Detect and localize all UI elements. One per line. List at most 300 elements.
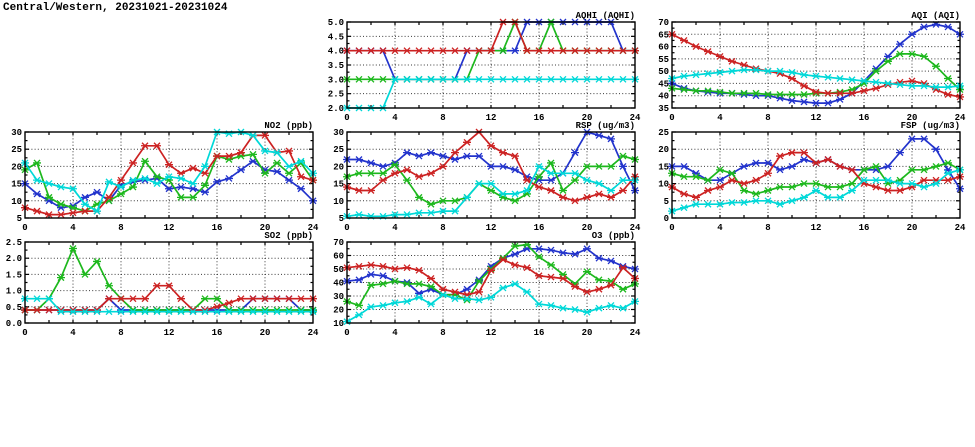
chart-fsp <box>646 118 970 235</box>
data-point-marker <box>511 262 519 268</box>
x-tick-label: 12 <box>163 328 175 338</box>
data-point-marker <box>117 177 125 183</box>
data-point-marker <box>752 160 760 166</box>
data-point-marker <box>511 251 519 257</box>
data-point-marker <box>776 153 784 159</box>
data-point-marker <box>499 191 507 197</box>
data-point-marker <box>800 194 808 200</box>
data-point-marker <box>57 212 65 218</box>
chart-title-so2: SO2 (ppb) <box>264 231 313 241</box>
gridlines <box>347 22 635 108</box>
data-point-marker <box>836 194 844 200</box>
data-point-marker <box>403 298 411 304</box>
data-point-marker <box>201 296 209 302</box>
data-point-marker <box>535 174 543 180</box>
series-line-cyan <box>672 70 960 87</box>
data-point-marker <box>800 157 808 163</box>
data-point-marker <box>740 163 748 169</box>
data-point-marker <box>607 282 615 288</box>
data-point-marker <box>728 177 736 183</box>
data-point-marker <box>848 77 856 83</box>
x-tick-label: 4 <box>717 113 723 123</box>
data-point-marker <box>559 194 567 200</box>
data-point-marker <box>595 76 603 82</box>
x-tick-label: 16 <box>533 113 545 123</box>
x-tick-label: 0 <box>344 113 350 123</box>
data-point-marker <box>367 187 375 193</box>
y-tick-label: 40 <box>333 278 344 289</box>
data-point-marker <box>415 267 423 273</box>
x-tick-label: 0 <box>669 113 675 123</box>
data-point-marker <box>475 76 483 82</box>
y-tick-label: 20 <box>333 162 344 173</box>
x-tick-label: 20 <box>259 328 271 338</box>
data-point-marker <box>607 48 615 54</box>
x-tick-label: 12 <box>810 223 822 233</box>
y-tick-label: 15 <box>11 179 22 190</box>
y-tick-label: 70 <box>333 238 344 248</box>
data-point-marker <box>764 187 772 193</box>
data-point-marker <box>896 51 904 57</box>
chart-aqhi-plot <box>321 8 645 125</box>
data-point-marker <box>415 294 423 300</box>
data-point-marker <box>607 302 615 308</box>
data-point-marker <box>285 163 293 169</box>
data-point-marker <box>692 201 700 207</box>
x-tick-label: 4 <box>717 223 723 233</box>
data-point-marker <box>920 24 928 30</box>
y-tick-label: 0.5 <box>5 302 22 313</box>
y-tick-label: 5 <box>16 214 22 224</box>
data-point-marker <box>788 91 796 97</box>
data-point-marker <box>788 98 796 104</box>
data-point-marker <box>728 68 736 74</box>
x-tick-label: 4 <box>70 223 76 233</box>
x-tick-label: 16 <box>211 223 223 233</box>
data-point-marker <box>547 247 555 253</box>
data-point-marker <box>932 163 940 169</box>
data-point-marker <box>944 24 952 30</box>
y-tick-label: 0.0 <box>5 319 22 329</box>
data-point-marker <box>523 76 531 82</box>
y-tick-label: 2.0 <box>5 254 22 265</box>
data-point-marker <box>619 153 627 159</box>
data-point-marker <box>379 281 387 287</box>
data-point-marker <box>571 307 579 313</box>
y-tick-label: 2.0 <box>327 104 344 114</box>
data-point-marker <box>511 167 519 173</box>
data-point-marker <box>285 177 293 183</box>
data-point-marker <box>355 312 363 318</box>
data-point-marker <box>225 300 233 306</box>
x-tick-label: 16 <box>858 223 870 233</box>
x-tick-label: 20 <box>581 223 593 233</box>
x-tick-label: 8 <box>118 328 124 338</box>
x-tick-label: 24 <box>307 223 319 233</box>
data-point-marker <box>297 296 305 302</box>
data-point-marker <box>944 76 952 82</box>
data-point-marker <box>499 76 507 82</box>
data-point-marker <box>595 191 603 197</box>
data-point-marker <box>595 132 603 138</box>
data-point-marker <box>547 187 555 193</box>
x-tick-label: 8 <box>440 113 446 123</box>
data-point-marker <box>285 148 293 154</box>
x-tick-label: 4 <box>392 113 398 123</box>
data-point-marker <box>559 305 567 311</box>
data-point-marker <box>177 184 185 190</box>
data-point-marker <box>189 165 197 171</box>
y-tick-label: 45 <box>658 79 669 90</box>
data-point-marker <box>595 286 603 292</box>
x-tick-label: 8 <box>765 223 771 233</box>
data-point-marker <box>273 169 281 175</box>
data-point-marker <box>499 150 507 156</box>
data-point-marker <box>379 163 387 169</box>
chart-aqi-plot <box>646 8 970 125</box>
data-point-marker <box>273 160 281 166</box>
y-tick-label: 20 <box>333 305 344 316</box>
data-point-marker <box>81 201 89 207</box>
data-point-marker <box>607 163 615 169</box>
data-point-marker <box>547 48 555 54</box>
data-point-marker <box>379 273 387 279</box>
data-point-marker <box>920 136 928 142</box>
data-point-marker <box>595 181 603 187</box>
y-tick-label: 10 <box>658 179 669 190</box>
y-tick-label: 5.0 <box>327 18 344 28</box>
chart-title-rsp: RSP (ug/m3) <box>575 121 635 131</box>
data-point-marker <box>776 91 784 97</box>
data-point-marker <box>273 296 281 302</box>
data-point-marker <box>752 177 760 183</box>
data-point-marker <box>680 191 688 197</box>
data-point-marker <box>944 84 952 90</box>
data-point-marker <box>680 73 688 79</box>
chart-o3-plot <box>321 228 645 340</box>
data-point-marker <box>800 99 808 105</box>
data-point-marker <box>129 160 137 166</box>
data-point-marker <box>692 44 700 50</box>
data-point-marker <box>379 263 387 269</box>
y-tick-label: 3.0 <box>327 75 344 86</box>
x-tick-label: 24 <box>629 113 641 123</box>
x-tick-label: 0 <box>22 223 28 233</box>
data-point-marker <box>680 174 688 180</box>
data-point-marker <box>499 194 507 200</box>
x-tick-label: 20 <box>906 223 918 233</box>
data-point-marker <box>415 153 423 159</box>
data-point-marker <box>860 177 868 183</box>
data-point-marker <box>499 285 507 291</box>
x-tick-label: 24 <box>307 328 319 338</box>
data-point-marker <box>403 177 411 183</box>
data-point-marker <box>740 67 748 73</box>
data-point-marker <box>788 76 796 82</box>
data-point-marker <box>824 100 832 106</box>
data-point-marker <box>920 53 928 59</box>
chart-no2 <box>0 118 323 235</box>
x-tick-label: 0 <box>344 223 350 233</box>
data-point-marker <box>728 200 736 206</box>
data-point-marker <box>415 210 423 216</box>
chart-title-aqi: AQI (AQI) <box>911 11 960 21</box>
data-point-marker <box>153 181 161 187</box>
data-point-marker <box>619 177 627 183</box>
x-tick-label: 20 <box>581 328 593 338</box>
data-point-marker <box>367 304 375 310</box>
series-green <box>21 151 317 214</box>
data-point-marker <box>427 301 435 307</box>
x-tick-label: 16 <box>211 328 223 338</box>
data-point-marker <box>355 157 363 163</box>
data-point-marker <box>704 48 712 54</box>
data-point-marker <box>367 48 375 54</box>
data-point-marker <box>571 150 579 156</box>
data-point-marker <box>487 143 495 149</box>
chart-fsp-plot <box>646 118 970 235</box>
data-point-marker <box>427 275 435 281</box>
data-point-marker <box>511 153 519 159</box>
data-point-marker <box>523 289 531 295</box>
data-point-marker <box>523 177 531 183</box>
data-point-marker <box>740 181 748 187</box>
y-tick-label: 25 <box>333 145 344 156</box>
data-point-marker <box>463 286 471 292</box>
data-point-marker <box>511 191 519 197</box>
data-point-marker <box>788 184 796 190</box>
y-tick-label: 1.5 <box>5 270 22 281</box>
data-point-marker <box>475 153 483 159</box>
data-point-marker <box>571 76 579 82</box>
data-point-marker <box>680 163 688 169</box>
chart-aqhi <box>321 8 645 125</box>
data-point-marker <box>487 294 495 300</box>
data-point-marker <box>511 198 519 204</box>
data-point-marker <box>249 296 257 302</box>
data-point-marker <box>800 91 808 97</box>
chart-title-fsp: FSP (ug/m3) <box>900 121 960 131</box>
data-point-marker <box>559 170 567 176</box>
y-tick-label: 65 <box>658 30 669 41</box>
x-tick-label: 0 <box>344 328 350 338</box>
data-point-marker <box>752 198 760 204</box>
data-point-marker <box>237 150 245 156</box>
x-tick-label: 0 <box>669 223 675 233</box>
data-point-marker <box>141 296 149 302</box>
y-tick-label: 70 <box>658 18 669 28</box>
x-tick-label: 8 <box>118 223 124 233</box>
data-point-marker <box>285 296 293 302</box>
data-point-marker <box>355 212 363 218</box>
data-point-marker <box>499 163 507 169</box>
data-point-marker <box>944 177 952 183</box>
data-point-marker <box>920 177 928 183</box>
data-point-marker <box>451 198 459 204</box>
data-point-marker <box>33 177 41 183</box>
y-tick-label: 4.0 <box>327 46 344 57</box>
data-point-marker <box>189 194 197 200</box>
data-point-marker <box>177 194 185 200</box>
x-tick-label: 12 <box>163 223 175 233</box>
data-point-marker <box>872 177 880 183</box>
data-point-marker <box>583 177 591 183</box>
data-point-marker <box>884 58 892 64</box>
chart-no2-plot <box>0 118 323 235</box>
data-point-marker <box>932 181 940 187</box>
data-point-marker <box>355 263 363 269</box>
y-tick-label: 15 <box>333 179 344 190</box>
data-point-marker <box>716 177 724 183</box>
data-point-marker <box>896 187 904 193</box>
y-tick-label: 15 <box>658 162 669 173</box>
data-point-marker <box>33 296 41 302</box>
y-tick-label: 5 <box>338 214 344 224</box>
data-point-marker <box>475 289 483 295</box>
data-point-marker <box>716 184 724 190</box>
data-point-marker <box>45 296 53 302</box>
data-point-marker <box>740 187 748 193</box>
data-point-marker <box>692 174 700 180</box>
data-point-marker <box>607 187 615 193</box>
data-point-marker <box>559 275 567 281</box>
data-point-marker <box>367 76 375 82</box>
data-point-marker <box>896 150 904 156</box>
y-tick-label: 20 <box>658 145 669 156</box>
data-point-marker <box>692 72 700 78</box>
data-point-marker <box>692 194 700 200</box>
data-point-marker <box>812 187 820 193</box>
data-point-marker <box>535 184 543 190</box>
data-point-marker <box>225 157 233 163</box>
data-point-marker <box>619 305 627 311</box>
data-point-marker <box>403 150 411 156</box>
data-point-marker <box>177 296 185 302</box>
y-tick-label: 4.5 <box>327 32 344 43</box>
x-tick-label: 4 <box>70 328 76 338</box>
data-point-marker <box>451 296 459 302</box>
chart-aqi <box>646 8 970 125</box>
data-point-marker <box>153 283 161 289</box>
x-tick-label: 24 <box>954 223 966 233</box>
y-tick-label: 5 <box>663 196 669 207</box>
data-point-marker <box>896 181 904 187</box>
data-point-marker <box>619 286 627 292</box>
data-point-marker <box>836 184 844 190</box>
chart-rsp <box>321 118 645 235</box>
y-tick-label: 1.0 <box>5 286 22 297</box>
data-point-marker <box>824 157 832 163</box>
data-point-marker <box>559 76 567 82</box>
y-tick-label: 30 <box>333 128 344 138</box>
y-tick-label: 10 <box>11 196 22 207</box>
data-point-marker <box>547 274 555 280</box>
data-point-marker <box>297 174 305 180</box>
data-point-marker <box>367 170 375 176</box>
data-point-marker <box>920 167 928 173</box>
data-point-marker <box>153 143 161 149</box>
data-point-marker <box>535 246 543 252</box>
data-point-marker <box>93 189 101 195</box>
data-point-marker <box>379 177 387 183</box>
data-point-marker <box>379 76 387 82</box>
data-point-marker <box>740 200 748 206</box>
chart-so2 <box>0 228 323 340</box>
data-point-marker <box>607 258 615 264</box>
data-point-marker <box>547 302 555 308</box>
y-tick-label: 10 <box>333 319 344 329</box>
data-point-marker <box>607 194 615 200</box>
y-tick-label: 3.5 <box>327 61 344 71</box>
x-tick-label: 20 <box>259 223 271 233</box>
data-point-marker <box>463 194 471 200</box>
data-point-marker <box>297 186 305 192</box>
data-point-marker <box>225 153 233 159</box>
data-point-marker <box>788 163 796 169</box>
data-point-marker <box>908 136 916 142</box>
data-point-marker <box>595 277 603 283</box>
data-point-marker <box>403 265 411 271</box>
data-point-marker <box>776 167 784 173</box>
data-point-marker <box>812 181 820 187</box>
data-point-marker <box>427 76 435 82</box>
data-point-marker <box>619 187 627 193</box>
data-point-marker <box>523 265 531 271</box>
data-point-marker <box>237 167 245 173</box>
data-point-marker <box>583 246 591 252</box>
data-point-marker <box>944 91 952 97</box>
chart-title-no2: NO2 (ppb) <box>264 121 313 131</box>
data-point-marker <box>189 181 197 187</box>
data-point-marker <box>872 79 880 85</box>
data-point-marker <box>848 167 856 173</box>
data-point-marker <box>415 194 423 200</box>
data-point-marker <box>704 187 712 193</box>
gridlines <box>25 132 313 218</box>
data-point-marker <box>704 201 712 207</box>
data-point-marker <box>944 160 952 166</box>
data-point-marker <box>704 177 712 183</box>
x-tick-label: 8 <box>765 113 771 123</box>
y-tick-label: 25 <box>11 145 22 156</box>
data-point-marker <box>415 174 423 180</box>
data-point-marker <box>201 189 209 195</box>
data-point-marker <box>33 208 41 214</box>
x-tick-label: 12 <box>485 113 497 123</box>
data-point-marker <box>571 48 579 54</box>
x-tick-label: 4 <box>392 223 398 233</box>
data-point-marker <box>776 201 784 207</box>
gridlines <box>672 22 960 108</box>
page-title: Central/Western, 20231021-20231024 <box>3 2 228 14</box>
data-point-marker <box>451 157 459 163</box>
data-point-marker <box>403 212 411 218</box>
x-tick-label: 12 <box>810 113 822 123</box>
chart-so2-plot <box>0 228 323 340</box>
chart-rsp-plot <box>321 118 645 235</box>
y-tick-label: 60 <box>658 42 669 53</box>
data-point-marker <box>824 74 832 80</box>
data-point-marker <box>728 58 736 64</box>
x-tick-label: 16 <box>533 223 545 233</box>
chart-title-aqhi: AQHI (AQHI) <box>575 11 635 21</box>
data-point-marker <box>81 208 89 214</box>
data-point-marker <box>908 51 916 57</box>
y-tick-label: 40 <box>658 91 669 102</box>
data-point-marker <box>273 150 281 156</box>
y-tick-label: 50 <box>658 67 669 78</box>
chart-title-o3: O3 (ppb) <box>591 231 635 241</box>
